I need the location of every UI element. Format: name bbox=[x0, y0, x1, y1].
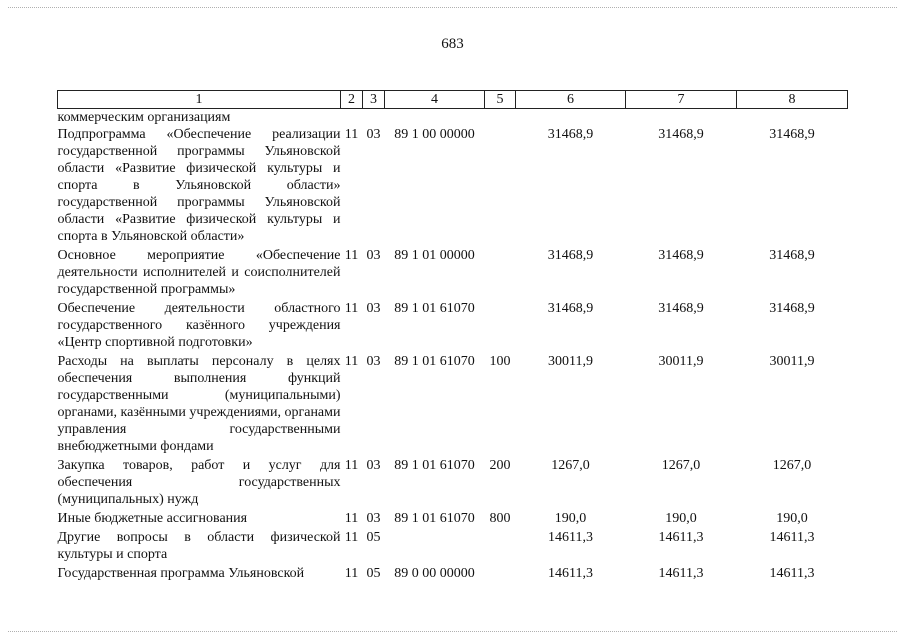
row-section: 11 bbox=[344, 458, 359, 473]
row-section: 11 bbox=[344, 248, 359, 263]
row-section: 11 bbox=[344, 354, 359, 369]
row-name: Государственная программа Ульяновской bbox=[57, 566, 305, 581]
row-amount-col6: 30011,9 bbox=[548, 354, 593, 369]
row-amount-col6: 14611,3 bbox=[548, 566, 593, 581]
table-row bbox=[58, 109, 848, 127]
budget-table bbox=[57, 90, 848, 582]
row-amount-col6: 14611,3 bbox=[548, 530, 593, 545]
col-header-8: 8 bbox=[737, 91, 848, 109]
row-section bbox=[341, 109, 363, 127]
col-header-7: 7 bbox=[626, 91, 737, 109]
row-amount-col7 bbox=[626, 109, 737, 127]
row-section: 11 bbox=[344, 301, 359, 316]
row-subsection: 03 bbox=[366, 301, 381, 316]
row-section: 11 bbox=[344, 530, 359, 545]
table-row bbox=[58, 126, 848, 245]
scan-edge-bottom bbox=[8, 631, 897, 632]
row-target-code: 89 0 00 00000 bbox=[394, 566, 475, 581]
row-amount-col7: 31468,9 bbox=[658, 248, 704, 263]
row-subsection: 05 bbox=[366, 530, 381, 545]
row-target-code: 89 1 01 61070 bbox=[394, 354, 475, 369]
row-amount-col8: 14611,3 bbox=[769, 530, 815, 545]
row-subsection: 03 bbox=[366, 127, 381, 142]
row-expense-type: 100 bbox=[489, 354, 511, 369]
row-amount-col7: 31468,9 bbox=[658, 301, 704, 316]
row-section: 11 bbox=[344, 566, 359, 581]
row-name: Основное мероприятие «Обеспечение деятельности исполнителей и соисполнителей государственной программы» bbox=[57, 248, 341, 297]
table-row bbox=[58, 457, 848, 508]
row-target-code: 89 1 01 61070 bbox=[394, 458, 475, 473]
row-amount-col8: 31468,9 bbox=[769, 301, 815, 316]
row-amount-col8: 1267,0 bbox=[772, 458, 812, 473]
row-subsection: 03 bbox=[366, 458, 381, 473]
row-subsection bbox=[363, 109, 385, 127]
row-amount-col6: 31468,9 bbox=[547, 301, 594, 316]
row-subsection: 03 bbox=[366, 248, 381, 263]
row-target-code bbox=[385, 529, 485, 563]
row-amount-col7: 31468,9 bbox=[658, 127, 704, 142]
row-section: 11 bbox=[344, 511, 359, 526]
col-header-2: 2 bbox=[341, 91, 363, 109]
col-header-1: 1 bbox=[58, 91, 341, 109]
row-amount-col8: 14611,3 bbox=[769, 566, 815, 581]
row-amount-col8: 31468,9 bbox=[769, 248, 815, 263]
col-header-5: 5 bbox=[485, 91, 516, 109]
row-name: Другие вопросы в области физической культуры и спорта bbox=[57, 530, 341, 562]
row-subsection: 05 bbox=[366, 566, 381, 581]
row-amount-col7: 14611,3 bbox=[658, 566, 704, 581]
row-target-code: 89 1 01 61070 bbox=[394, 301, 475, 316]
row-amount-col8 bbox=[737, 109, 848, 127]
row-amount-col8: 31468,9 bbox=[769, 127, 815, 142]
row-name: Расходы на выплаты персоналу в целях обеспечения выполнения функций государственными (муниципальными) органами, казёнными учреждениями, органами управления государственными внебюджетными фондами bbox=[57, 354, 341, 454]
table-row bbox=[58, 300, 848, 351]
row-name: Обеспечение деятельности областного государственного казённого учреждения «Центр спортивной подготовки» bbox=[57, 301, 341, 350]
row-expense-type bbox=[485, 109, 516, 127]
row-amount-col6: 31468,9 bbox=[547, 248, 594, 263]
row-section: 11 bbox=[344, 127, 359, 142]
table-row bbox=[58, 247, 848, 298]
row-target-code: 89 1 01 61070 bbox=[394, 511, 475, 526]
row-expense-type bbox=[485, 300, 516, 351]
row-expense-type: 800 bbox=[489, 511, 511, 526]
col-header-6: 6 bbox=[516, 91, 626, 109]
table-row bbox=[58, 353, 848, 455]
table-row bbox=[58, 510, 848, 527]
row-amount-col6 bbox=[516, 109, 626, 127]
scan-edge-top bbox=[8, 7, 897, 8]
row-target-code: 89 1 01 00000 bbox=[394, 248, 475, 263]
row-target-code bbox=[385, 109, 485, 127]
col-header-4: 4 bbox=[385, 91, 485, 109]
row-subsection: 03 bbox=[366, 511, 381, 526]
row-amount-col6: 31468,9 bbox=[547, 127, 594, 142]
row-expense-type bbox=[485, 126, 516, 245]
row-name: Закупка товаров, работ и услуг для обеспечения государственных (муниципальных) нужд bbox=[57, 458, 341, 507]
row-expense-type bbox=[485, 247, 516, 298]
row-amount-col6: 1267,0 bbox=[551, 458, 590, 473]
row-expense-type: 200 bbox=[489, 458, 511, 473]
row-name: Иные бюджетные ассигнования bbox=[57, 511, 248, 526]
row-amount-col7: 190,0 bbox=[665, 511, 697, 526]
page-number: 683 bbox=[441, 36, 464, 52]
row-expense-type bbox=[485, 529, 516, 563]
row-amount-col7: 1267,0 bbox=[661, 458, 701, 473]
row-name: коммерческим организациям bbox=[57, 110, 231, 125]
row-amount-col7: 30011,9 bbox=[658, 354, 704, 369]
column-number-header bbox=[58, 91, 848, 109]
row-amount-col6: 190,0 bbox=[554, 511, 587, 526]
row-name: Подпрограмма «Обеспечение реализации государственной программы Ульяновской области «Развитие физической культуры и спорта в Ульяновской области» государственной программы Ульяновской области «Развитие физической культуры и спорта в Ульяновской области» bbox=[57, 127, 341, 244]
table-row bbox=[58, 529, 848, 563]
col-header-3: 3 bbox=[363, 91, 385, 109]
row-target-code: 89 1 00 00000 bbox=[394, 127, 475, 142]
row-subsection: 03 bbox=[366, 354, 381, 369]
row-expense-type bbox=[485, 565, 516, 582]
row-amount-col8: 30011,9 bbox=[769, 354, 815, 369]
table-row bbox=[58, 565, 848, 582]
row-amount-col8: 190,0 bbox=[776, 511, 808, 526]
row-amount-col7: 14611,3 bbox=[658, 530, 704, 545]
